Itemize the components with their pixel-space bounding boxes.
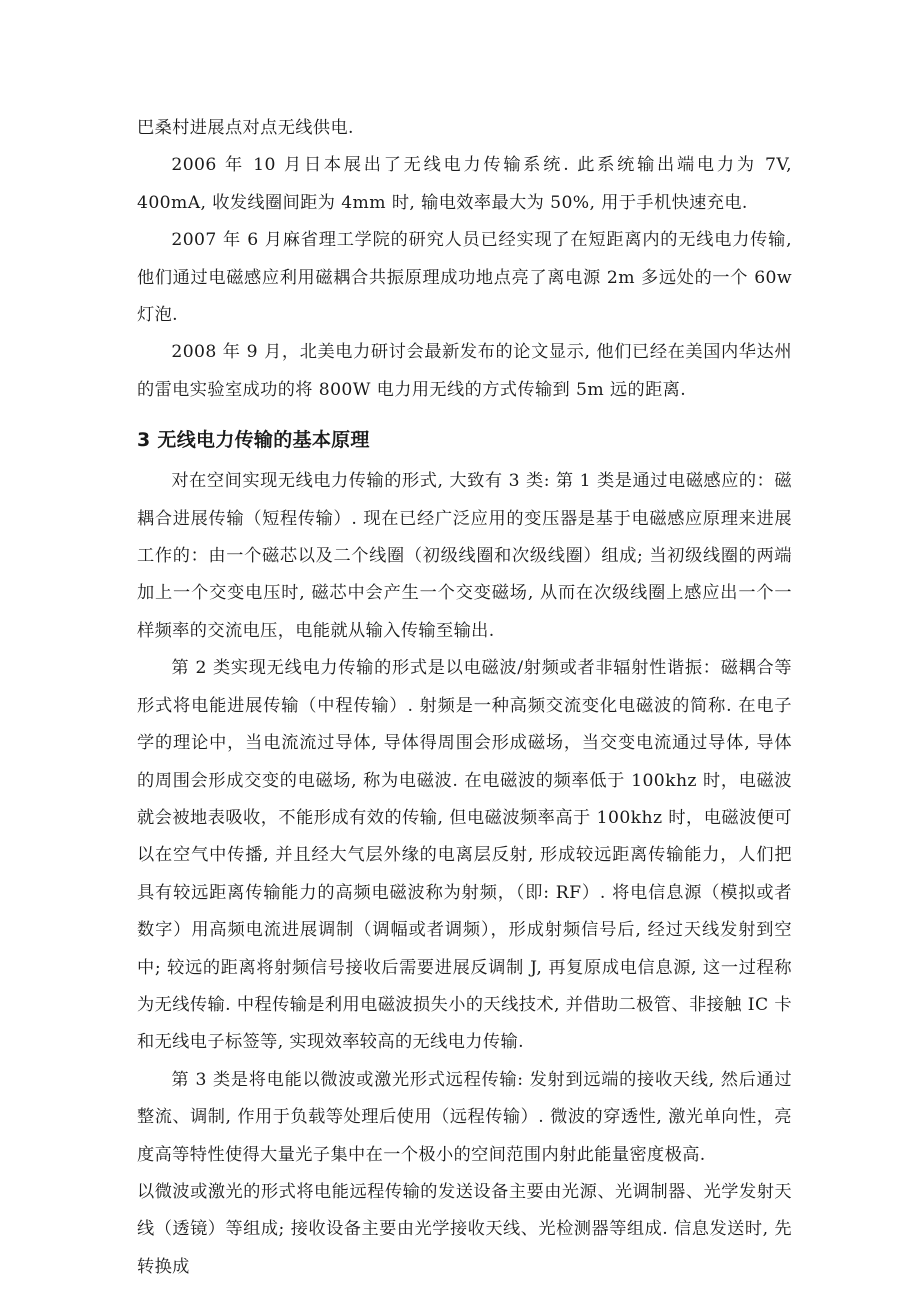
paragraph-type-3: 第 3 类是将电能以微波或激光形式远程传输: 发射到远端的接收天线, 然后通过整流、调制, 作用于负载等处理后使用（远程传输）. 微波的穿透性, 激光单向性，亮度高等特性使得大量光子集中在一个极小的空间范围内射此能量密度极高. xyxy=(137,1069,792,1165)
paragraph-type-1: 对在空间实现无线电力传输的形式, 大致有 3 类: 第 1 类是通过电磁感应的：磁耦合进展传输（短程传输）. 现在已经广泛应用的变压器是基于电磁感应原理来进展工作的：由一个磁芯以及二个线圈（初级线圈和次级线圈）组成; 当初级线圈的两端加上一个交变电压时, 磁芯中会产生一个交变磁场, 从而在次级线圈上感应出一个一样频率的交流电压，电能就从输入传输至输出. xyxy=(137,471,792,641)
paragraph-2007: 2007 年 6 月麻省理工学院的研究人员已经实现了在短距离内的无线电力传输, 他们通过电磁感应利用磁耦合共振原理成功地点亮了离电源 2m 多远处的一个 60w 灯泡. xyxy=(137,230,792,326)
section-heading: 3 无线电力传输的基本原理 xyxy=(137,429,370,452)
paragraph-2008: 2008 年 9 月，北美电力研讨会最新发布的论文显示, 他们已经在美国内华达州的雷电实验室成功的将 800W 电力用无线的方式传输到 5m 远的距离. xyxy=(137,342,792,400)
paragraph-microwave-laser: 以微波或激光的形式将电能远程传输的发送设备主要由光源、光调制器、光学发射天线（透镜）等组成; 接收设备主要由光学接收天线、光检测器等组成. 信息发送时, 先转换成 xyxy=(137,1181,792,1277)
paragraph-continuation: 巴桑村进展点对点无线供电. xyxy=(137,118,354,138)
paragraph-2006: 2006 年 10 月日本展出了无线电力传输系统. 此系统输出端电力为 7V, 400mA, 收发线圈间距为 4mm 时, 输电效率最大为 50%, 用于手机快速充电. xyxy=(137,155,792,213)
document-body xyxy=(137,110,792,1286)
paragraph-type-2: 第 2 类实现无线电力传输的形式是以电磁波/射频或者非辐射性谐振：磁耦合等形式将电能进展传输（中程传输）. 射频是一种高频交流变化电磁波的简称. 在电子学的理论中，当电流流过导体, 导体得周围会形成磁场，当交变电流通过导体, 导体的周围会形成交变的电磁场, 称为电磁波. 在电磁波的频率低于 100khz 时，电磁波就会被地表吸收，不能形成有效的传输, 但电磁波频率高于 100khz 时，电磁波便可以在空气中传播, 并且经大气层外缘的电离层反射, 形成较远距离传输能力，人们把具有较远距离传输能力的高频电磁波称为射频，（即: RF）. 将电信息源（模拟或者数字）用高频电流进展调制（调幅或者调频），形成射频信号后, 经过天线发射到空中; 较远的距离将射频信号接收后需要进展反调制 J, 再复原成电信息源, 这一过程称为无线传输. 中程传输是利用电磁波损失小的天线技术, 并借助二极管、非接触 IC 卡和无线电子标签等, 实现效率较高的无线电力传输. xyxy=(137,658,792,1053)
